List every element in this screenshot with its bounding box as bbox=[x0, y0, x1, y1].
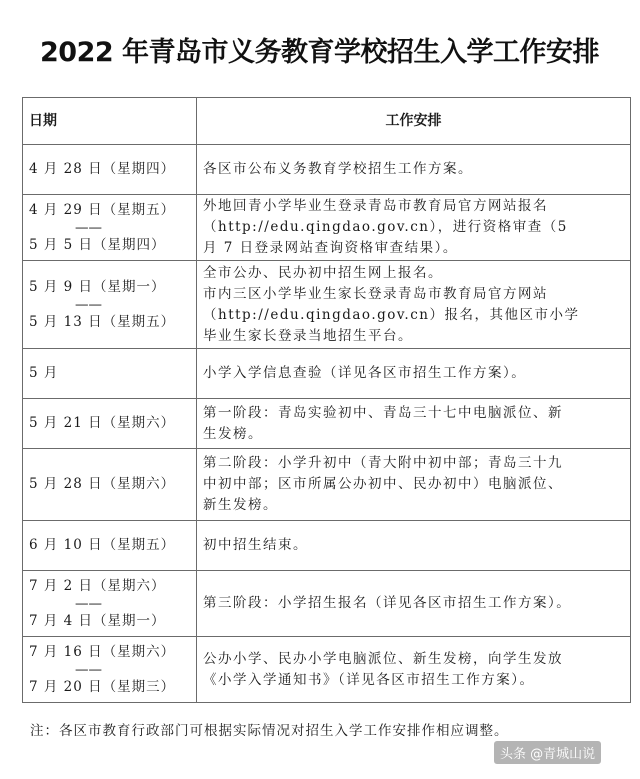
date-text: 5 月 13 日（星期五） bbox=[29, 313, 176, 330]
row-date-cell bbox=[23, 521, 197, 571]
row-work-cell bbox=[197, 571, 631, 637]
table-row bbox=[23, 145, 631, 195]
row-work-cell bbox=[197, 349, 631, 399]
date-text: —— bbox=[75, 661, 102, 678]
row-work-cell bbox=[197, 195, 631, 261]
work-text: 月 7 日登录网站查询资格审查结果）。 bbox=[203, 240, 458, 256]
date-text: 7 月 20 日（星期三） bbox=[29, 678, 176, 695]
date-text: 5 月 bbox=[29, 365, 59, 381]
date-text: —— bbox=[75, 296, 102, 313]
date-text: —— bbox=[75, 595, 102, 612]
watermark: 头条 @青城山说 bbox=[494, 741, 601, 764]
date-text: 7 月 2 日（星期六） bbox=[29, 577, 166, 594]
work-text: 生发榜。 bbox=[203, 425, 263, 442]
work-text: 第三阶段：小学招生报名（详见各区市招生工作方案）。 bbox=[203, 595, 572, 611]
page-title: 2022 年青岛市义务教育学校招生入学工作安排 bbox=[40, 37, 600, 68]
work-text: 全市公办、民办初中招生网上报名。 bbox=[203, 264, 443, 281]
work-text: 初中招生结束。 bbox=[203, 537, 308, 553]
work-text: 新生发榜。 bbox=[203, 497, 278, 513]
work-text: 《小学入学通知书》（详见各区市招生工作方案）。 bbox=[203, 671, 535, 688]
row-work-cell bbox=[197, 261, 631, 349]
date-text: 7 月 4 日（星期一） bbox=[29, 612, 166, 629]
row-work-cell bbox=[197, 521, 631, 571]
table-row bbox=[23, 449, 631, 521]
work-text: 第一阶段：青岛实验初中、青岛三十七中电脑派位、新 bbox=[203, 404, 563, 421]
date-text: 5 月 5 日（星期四） bbox=[29, 236, 166, 253]
date-text: —— bbox=[75, 219, 102, 236]
row-date-cell bbox=[23, 571, 197, 637]
footnote: 注：各区市教育行政部门可根据实际情况对招生入学工作安排作相应调整。 bbox=[30, 723, 509, 739]
row-work-cell bbox=[197, 399, 631, 449]
work-text: 中初中部；区市所属公办初中、民办初中）电脑派位、 bbox=[203, 476, 563, 492]
row-date-cell bbox=[23, 399, 197, 449]
work-text: 外地回青小学毕业生登录青岛市教育局官方网站报名 bbox=[203, 198, 548, 214]
work-text: 小学入学信息查验（详见各区市招生工作方案）。 bbox=[203, 365, 527, 381]
row-date-cell bbox=[23, 195, 197, 261]
table-row bbox=[23, 195, 631, 261]
row-work-cell bbox=[197, 145, 631, 195]
work-text: （http://edu.qingdao.gov.cn），进行资格审查（5 bbox=[203, 219, 568, 235]
work-text: 毕业生家长登录当地招生平台。 bbox=[203, 327, 413, 344]
row-date-cell bbox=[23, 637, 197, 703]
date-text: 5 月 28 日（星期六） bbox=[29, 476, 176, 492]
row-date-cell bbox=[23, 349, 197, 399]
work-text: （http://edu.qingdao.gov.cn）报名，其他区市小学 bbox=[203, 306, 580, 323]
row-work-cell bbox=[197, 449, 631, 521]
work-text: 市内三区小学毕业生家长登录青岛市教育局官方网站 bbox=[203, 285, 548, 302]
table-row bbox=[23, 571, 631, 637]
work-text: 第二阶段：小学升初中（青大附中初中部；青岛三十九 bbox=[203, 455, 563, 471]
table-row bbox=[23, 637, 631, 703]
row-date-cell bbox=[23, 449, 197, 521]
date-text: 7 月 16 日（星期六） bbox=[29, 643, 176, 660]
date-text: 5 月 9 日（星期一） bbox=[29, 278, 166, 295]
row-work-cell bbox=[197, 637, 631, 703]
table-row bbox=[23, 261, 631, 349]
column-header-work: 工作安排 bbox=[197, 98, 631, 145]
table-row bbox=[23, 349, 631, 399]
schedule-body bbox=[23, 145, 631, 703]
table-row bbox=[23, 521, 631, 571]
table-header-row bbox=[23, 98, 631, 145]
row-date-cell bbox=[23, 261, 197, 349]
table-row bbox=[23, 399, 631, 449]
column-header-date: 日期 bbox=[23, 98, 197, 145]
date-text: 6 月 10 日（星期五） bbox=[29, 537, 176, 553]
date-text: 5 月 21 日（星期六） bbox=[29, 415, 176, 431]
row-date-cell bbox=[23, 145, 197, 195]
date-text: 4 月 29 日（星期五） bbox=[29, 201, 176, 218]
date-text: 4 月 28 日（星期四） bbox=[29, 161, 176, 177]
schedule-table bbox=[22, 97, 631, 703]
work-text: 各区市公布义务教育学校招生工作方案。 bbox=[203, 161, 473, 177]
work-text: 公办小学、民办小学电脑派位、新生发榜，向学生发放 bbox=[203, 650, 563, 667]
